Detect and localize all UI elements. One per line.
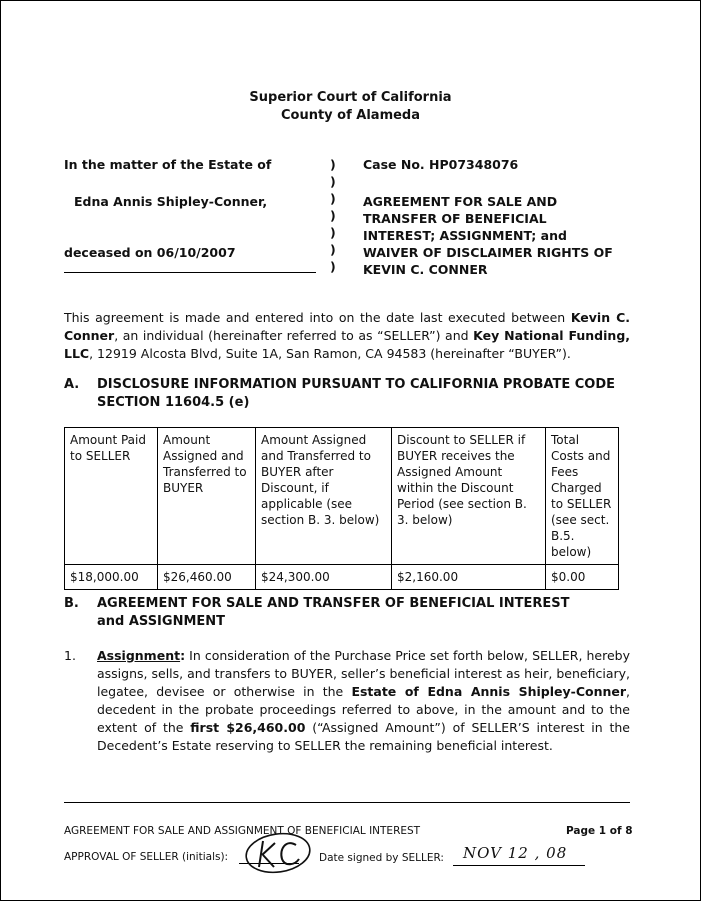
date-signed-label: Date signed by SELLER: bbox=[319, 852, 444, 864]
value-amount-assigned: $26,460.00 bbox=[158, 565, 256, 590]
header-amount-assigned: Amount Assigned and Transferred to BUYER bbox=[158, 428, 256, 565]
table-row bbox=[65, 565, 619, 590]
caption-estate-line: In the matter of the Estate of bbox=[64, 157, 272, 172]
estate-name: Estate of Edna Annis Shipley-Conner bbox=[351, 684, 627, 699]
header-total-costs: Total Costs and Fees Charged to SELLER (see sect. B.5. below) bbox=[546, 428, 619, 565]
assigned-amount: first $26,460.00 bbox=[190, 720, 306, 735]
header-amount-after-discount: Amount Assigned and Transferred to BUYER after Discount, if applicable (see section B. 3. below) bbox=[256, 428, 392, 565]
court-county: County of Alameda bbox=[280, 108, 421, 123]
intro-paragraph: This agreement is made and entered into on the date last executed between Kevin C. Conner, an individual (hereinafter referred to as “SELLER”) and Key National Funding, LLC, 12919 Alcosta Blvd, Suite 1A, San Ramon, CA 94583 (hereinafter “BUYER”). bbox=[64, 310, 631, 361]
section-b-letter: B. bbox=[64, 596, 79, 611]
footer-title: AGREEMENT FOR SALE AND ASSIGNMENT OF BENEFICIAL INTEREST bbox=[64, 825, 421, 837]
item-1-heading: Assignment bbox=[97, 648, 181, 663]
value-amount-paid: $18,000.00 bbox=[65, 565, 158, 590]
value-amount-after-discount: $24,300.00 bbox=[256, 565, 392, 590]
section-a-heading: DISCLOSURE INFORMATION PURSUANT TO CALIFORNIA PROBATE CODE SECTION 11604.5 (e) bbox=[97, 377, 615, 410]
document-title: AGREEMENT FOR SALE AND TRANSFER OF BENEFICIAL INTEREST; ASSIGNMENT; and WAIVER OF DISCLAIMER RIGHTS OF KEVIN C. CONNER bbox=[363, 194, 613, 277]
header-amount-paid: Amount Paid to SELLER bbox=[65, 428, 158, 565]
disclosure-table bbox=[64, 427, 619, 590]
page-number: Page 1 of 8 bbox=[566, 825, 633, 837]
table-header-row bbox=[65, 428, 619, 565]
caption-deceased-date: deceased on 06/10/2007 bbox=[64, 245, 236, 260]
section-b-heading: AGREEMENT FOR SALE AND TRANSFER OF BENEFICIAL INTEREST and ASSIGNMENT bbox=[97, 596, 570, 629]
caption-underline bbox=[64, 272, 316, 273]
footer-rule bbox=[64, 802, 630, 803]
value-discount: $2,160.00 bbox=[392, 565, 546, 590]
seller-name: Kevin C. Conner bbox=[64, 310, 630, 343]
date-signed-line bbox=[453, 865, 585, 866]
item-1-number: 1. bbox=[64, 648, 76, 663]
date-signed-value: NOV 12 , 08 bbox=[463, 844, 568, 862]
buyer-name: Key National Funding, LLC bbox=[64, 328, 631, 361]
case-number: Case No. HP07348076 bbox=[363, 157, 519, 172]
header-discount: Discount to SELLER if BUYER receives the Assigned Amount within the Discount Period (see section B. 3. below) bbox=[392, 428, 546, 565]
approval-label: APPROVAL OF SELLER (initials): bbox=[64, 851, 229, 863]
section-a-letter: A. bbox=[64, 377, 80, 392]
caption-parentheses: ) ) ) ) ) ) ) bbox=[330, 157, 336, 274]
value-total-costs: $0.00 bbox=[546, 565, 619, 590]
caption-decedent-name: Edna Annis Shipley-Conner, bbox=[74, 194, 268, 209]
seller-initials-signature bbox=[241, 827, 315, 879]
court-name: Superior Court of California bbox=[249, 90, 452, 105]
item-1-paragraph: Assignment: In consideration of the Purchase Price set forth below, SELLER, hereby assigns, sells, and transfers to BUYER, seller’s beneficial interest as heir, beneficiary, legatee, devisee or otherwise in the Estate of Edna Annis Shipley-Conner, decedent in the probate proceedings referred to above, in the amount and to the extent of the first $26,460.00 (“Assigned Amount”) of SELLER’S interest in the Decedent’s Estate reserving to SELLER the remaining beneficial interest. bbox=[97, 648, 631, 753]
court-heading bbox=[1, 89, 700, 125]
